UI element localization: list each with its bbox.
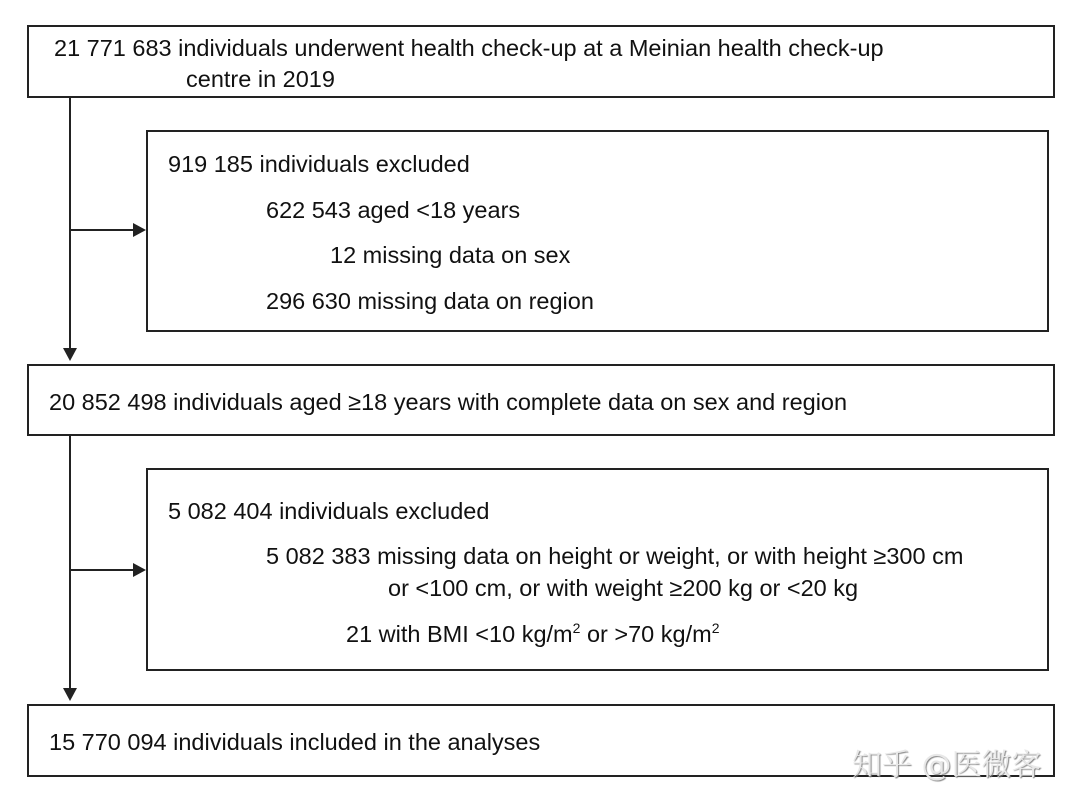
superscript: 2 (572, 620, 581, 637)
superscript: 2 (711, 620, 720, 637)
final-text: 15 770 094 individuals included in the analyses (49, 729, 541, 755)
bmi-text-a: 21 with BMI <10 kg/m (346, 621, 573, 647)
start-box (27, 25, 1055, 98)
exclusion-item: 296 630 missing data on region (266, 288, 594, 314)
watermark: 知乎 @医微客 (852, 748, 1042, 783)
arrow-right-icon (133, 223, 146, 237)
exclusion-box-2 (146, 468, 1049, 671)
exclusion-title: 919 185 individuals excluded (168, 151, 470, 177)
eligible-text: 20 852 498 individuals aged ≥18 years with complete data on sex and region (49, 389, 848, 415)
exclusion-title: 5 082 404 individuals excluded (168, 498, 490, 524)
arrow-right-icon (133, 563, 146, 577)
exclusion-item: 622 543 aged <18 years (266, 197, 521, 223)
branch-line-1 (70, 229, 134, 231)
exclusion-item-cont: or <100 cm, or with weight ≥200 kg or <20 kg (388, 575, 859, 601)
exclusion-item: 5 082 383 missing data on height or weight, or with height ≥300 cm (266, 543, 964, 569)
main-flow-line-2 (69, 435, 71, 690)
bmi-text-b: or >70 kg/m (580, 621, 712, 647)
exclusion-item: 12 missing data on sex (330, 242, 571, 268)
exclusion-item (346, 620, 720, 648)
eligible-box (27, 364, 1055, 436)
branch-line-2 (70, 569, 134, 571)
main-flow-line-1 (69, 97, 71, 350)
exclusion-box-1 (146, 130, 1049, 332)
arrow-down-icon (63, 688, 77, 701)
start-line1: 21 771 683 individuals underwent health check-up at a Meinian health check-up (54, 35, 884, 61)
arrow-down-icon (63, 348, 77, 361)
start-line2: centre in 2019 (186, 66, 335, 92)
